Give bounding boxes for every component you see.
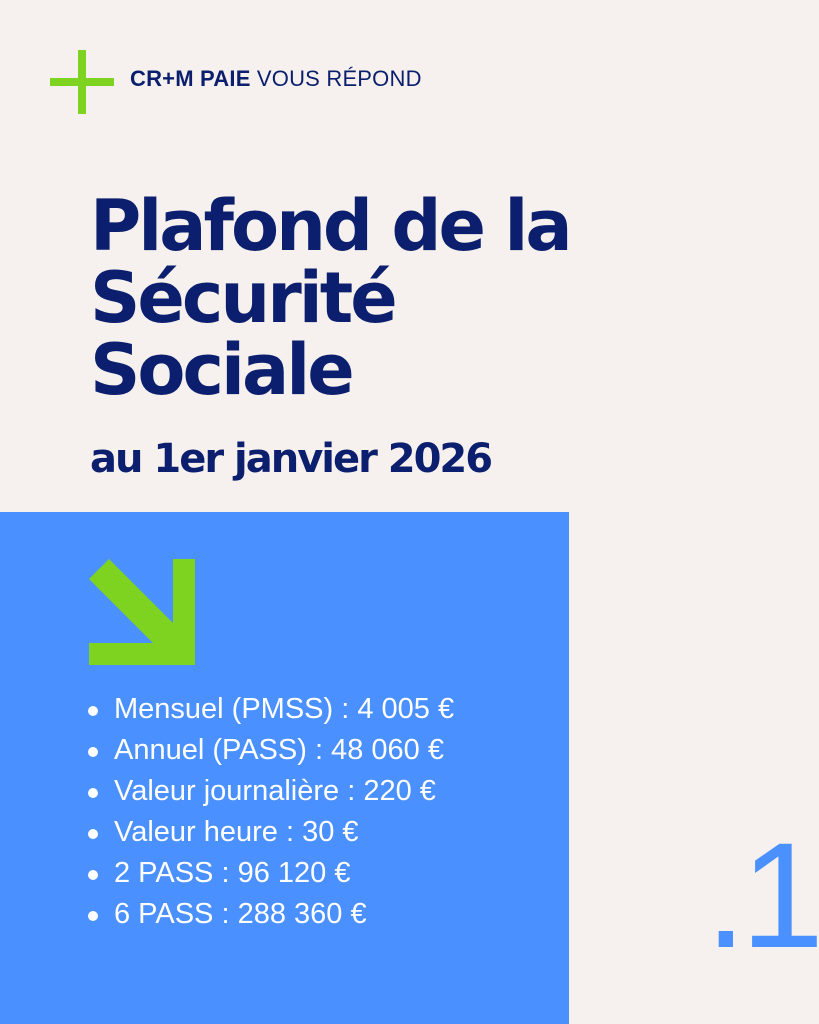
brand-name: CR+M PAIE <box>130 66 251 91</box>
page-number: .1 <box>705 811 819 979</box>
plus-icon <box>50 50 114 114</box>
list-item: 6 PASS : 288 360 € <box>88 894 454 935</box>
page-title <box>90 185 610 411</box>
page-subtitle: au 1er janvier 2026 <box>90 436 492 482</box>
list-item: Valeur heure : 30 € <box>88 812 454 853</box>
list-item: 2 PASS : 96 120 € <box>88 853 454 894</box>
facts-list <box>88 689 454 935</box>
list-item: Valeur journalière : 220 € <box>88 771 454 812</box>
list-item: Mensuel (PMSS) : 4 005 € <box>88 689 454 730</box>
title-line-1: Plafond de la <box>90 185 570 267</box>
header-brand <box>130 66 422 92</box>
list-item: Annuel (PASS) : 48 060 € <box>88 730 454 771</box>
title-line-3: Sociale <box>90 329 352 411</box>
brand-tagline: VOUS RÉPOND <box>250 66 422 91</box>
arrow-down-right-icon <box>89 559 195 665</box>
info-panel <box>0 512 569 1024</box>
title-line-2: Sécurité <box>90 257 395 339</box>
